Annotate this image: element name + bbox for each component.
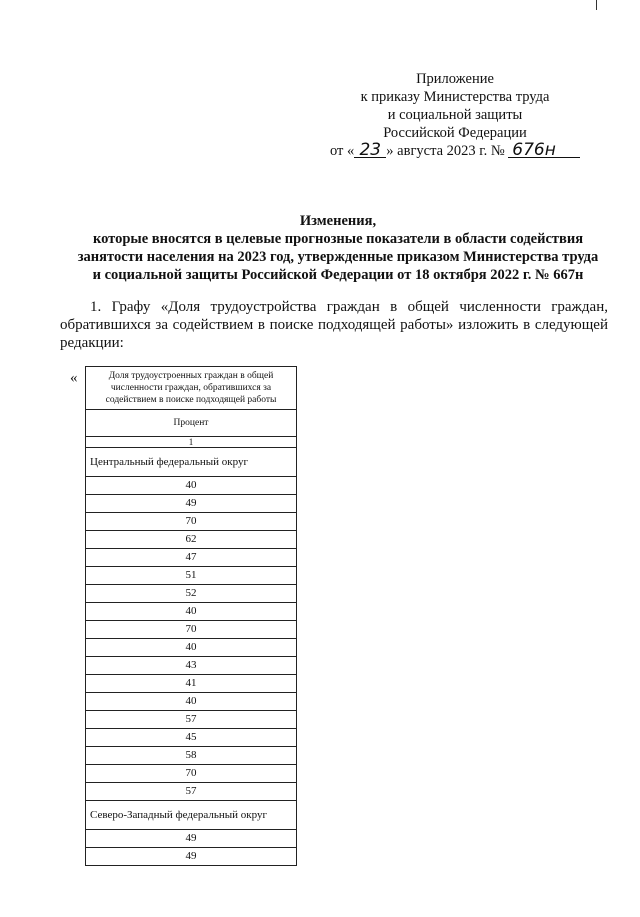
table-row [86, 729, 297, 747]
paragraph-line-3: редакции: [60, 335, 124, 351]
table-row [86, 513, 297, 531]
value-cell: 41 [86, 675, 297, 693]
value-cell: 43 [86, 657, 297, 675]
table-row [86, 531, 297, 549]
heading-line-3: занятости населения на 2023 год, утвержденные приказом Министерства труда [77, 249, 599, 265]
table-row [86, 801, 297, 830]
table-row [86, 848, 297, 866]
appendix-date-line [330, 142, 580, 160]
value-cell: 51 [86, 567, 297, 585]
value-cell: 45 [86, 729, 297, 747]
value-cell: 49 [86, 848, 297, 866]
appendix-order-ref-2: и социальной защиты [387, 107, 523, 123]
paragraph-1 [84, 298, 608, 316]
value-cell: 49 [86, 495, 297, 513]
table-row [86, 675, 297, 693]
paragraph-line-1: 1. Графу «Доля трудоустройства граждан в общей численности граждан, [90, 299, 608, 315]
table-row [86, 621, 297, 639]
table-row [86, 549, 297, 567]
table-row [86, 495, 297, 513]
value-cell: 70 [86, 765, 297, 783]
table-index-row [86, 437, 297, 448]
value-cell: 58 [86, 747, 297, 765]
table-row [86, 693, 297, 711]
table-row [86, 567, 297, 585]
table-row [86, 765, 297, 783]
opening-quote: « [70, 370, 78, 386]
table-row [86, 639, 297, 657]
order-number-handwritten: 676н [508, 143, 580, 158]
table-unit-cell: Процент [86, 410, 297, 437]
table-row [86, 830, 297, 848]
table-row [86, 477, 297, 495]
heading-line-2: которые вносятся в целевые прогнозные показатели в области содействия [92, 231, 584, 247]
indicator-table [85, 366, 297, 866]
heading-line-4: и социальной защиты Российской Федерации от 18 октября 2022 г. № 667н [92, 267, 584, 283]
region-central: Центральный федеральный округ [86, 448, 297, 477]
table-row [86, 711, 297, 729]
table-unit-row [86, 410, 297, 437]
heading-title: Изменения, [299, 213, 377, 229]
appendix-block [330, 70, 580, 160]
appendix-title: Приложение [416, 71, 494, 87]
document-heading [52, 212, 624, 284]
table-row [86, 783, 297, 801]
table-header-cell: Доля трудоустроенных граждан в общей численности граждан, обратившихся за содействием в поиске подходящей работы [86, 367, 297, 410]
region-northwest: Северо-Западный федеральный округ [86, 801, 297, 830]
value-cell: 49 [86, 830, 297, 848]
value-cell: 40 [86, 603, 297, 621]
scan-edge-mark [596, 0, 597, 10]
value-cell: 70 [86, 621, 297, 639]
value-cell: 52 [86, 585, 297, 603]
table-index-cell: 1 [86, 437, 297, 448]
date-prefix: от « [330, 143, 355, 159]
table-row [86, 747, 297, 765]
value-cell: 62 [86, 531, 297, 549]
value-cell: 70 [86, 513, 297, 531]
table-header-row [86, 367, 297, 410]
value-cell: 47 [86, 549, 297, 567]
table-region-row [86, 448, 297, 477]
paragraph-1-cont [60, 316, 608, 352]
value-cell: 40 [86, 693, 297, 711]
paragraph-line-2: обратившихся за содействием в поиске подходящей работы» изложить в следующей [60, 317, 608, 333]
table-row [86, 603, 297, 621]
date-middle: » августа 2023 г. № [386, 143, 505, 159]
appendix-order-ref-3: Российской Федерации [383, 125, 527, 141]
value-cell: 40 [86, 477, 297, 495]
date-day-handwritten: 23 [354, 143, 386, 158]
value-cell: 40 [86, 639, 297, 657]
table-row [86, 657, 297, 675]
value-cell: 57 [86, 711, 297, 729]
table-row [86, 585, 297, 603]
appendix-order-ref: к приказу Министерства труда [360, 89, 550, 105]
value-cell: 57 [86, 783, 297, 801]
